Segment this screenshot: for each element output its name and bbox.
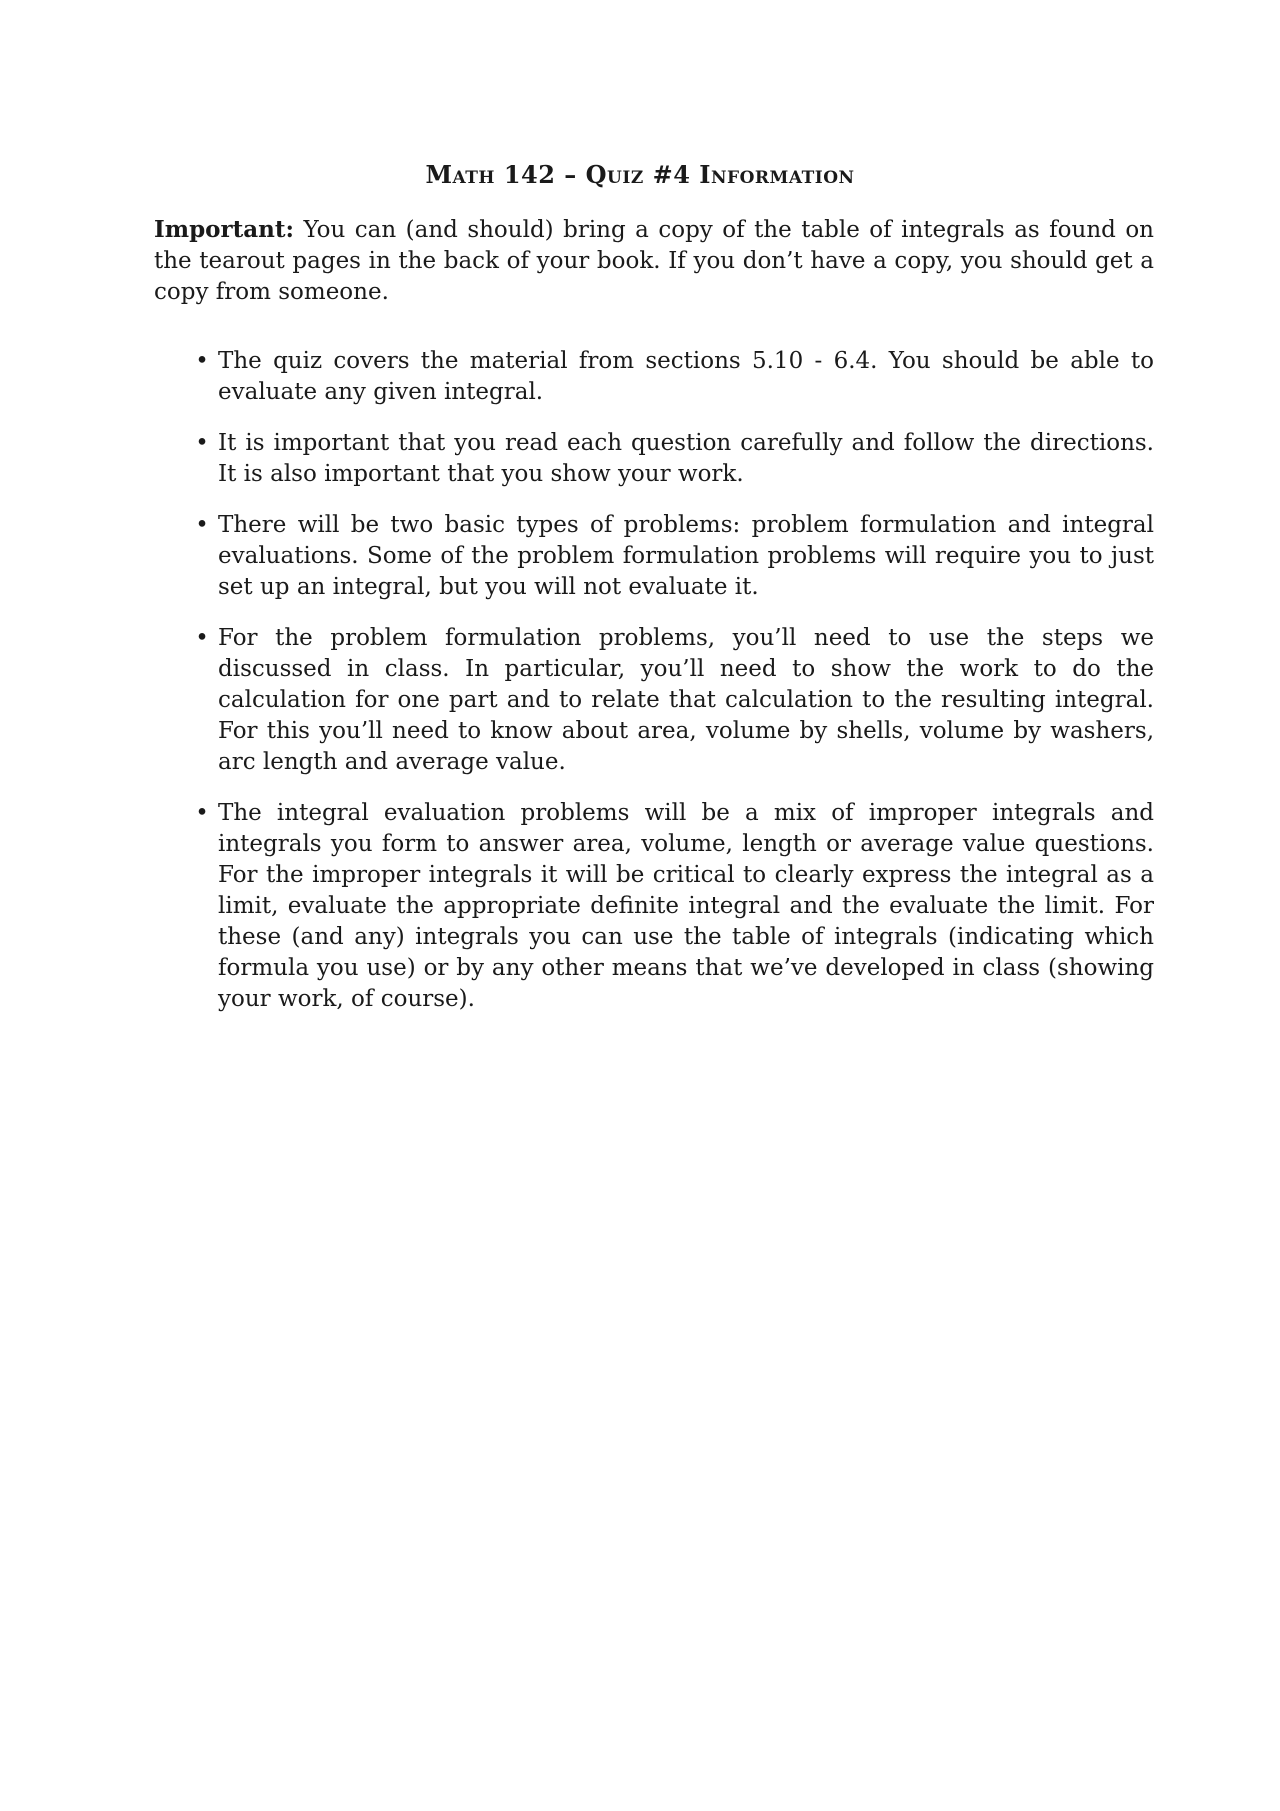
bullet-icon: • <box>195 430 209 456</box>
list-item-text: For the problem formulation problems, you’ll need to use the steps we discussed in class. In particular, you’ll need to show the work to do the calculation for one part and to relate that calculation to the resulting integral. For this you’ll need to know about area, volume by shells, volume by washers, arc length and average value. <box>218 625 1154 775</box>
info-list <box>154 346 1154 1035</box>
list-item-text: It is important that you read each question carefully and follow the directions. It is also important that you show your work. <box>218 430 1154 487</box>
list-item-text: There will be two basic types of problems: problem formulation and integral evaluations. Some of the problem formulation problems will require you to just set up an integral, but you will not evaluate it. <box>218 512 1154 600</box>
list-item-text: The integral evaluation problems will be a mix of improper integrals and integrals you form to answer area, volume, length or average value questions. For the improper integrals it will be critical to clearly express the integral as a limit, evaluate the appropriate definite integral and the evaluate the limit. For these (and any) integrals you can use the table of integrals (indicating which formula you use) or by any other means that we’ve developed in class (showing your work, of course). <box>218 800 1154 1012</box>
list-item <box>154 510 1154 603</box>
bullet-icon: • <box>195 512 209 538</box>
page-title: Math 142 – Quiz #4 Information <box>425 160 855 189</box>
bullet-icon: • <box>195 348 209 374</box>
list-item <box>154 428 1154 490</box>
important-text: You can (and should) bring a copy of the table of integrals as found on the tearout pages in the back of your book. If you don’t have a copy, you should get a copy from someone. <box>154 217 1154 305</box>
list-item <box>154 346 1154 408</box>
important-label: Important: <box>154 216 294 243</box>
important-note <box>154 214 1154 308</box>
bullet-icon: • <box>195 625 209 651</box>
list-item <box>154 798 1154 1015</box>
list-item-text: The quiz covers the material from sections 5.10 - 6.4. You should be able to evaluate any given integral. <box>218 348 1154 405</box>
bullet-icon: • <box>195 800 209 826</box>
list-item <box>154 623 1154 778</box>
